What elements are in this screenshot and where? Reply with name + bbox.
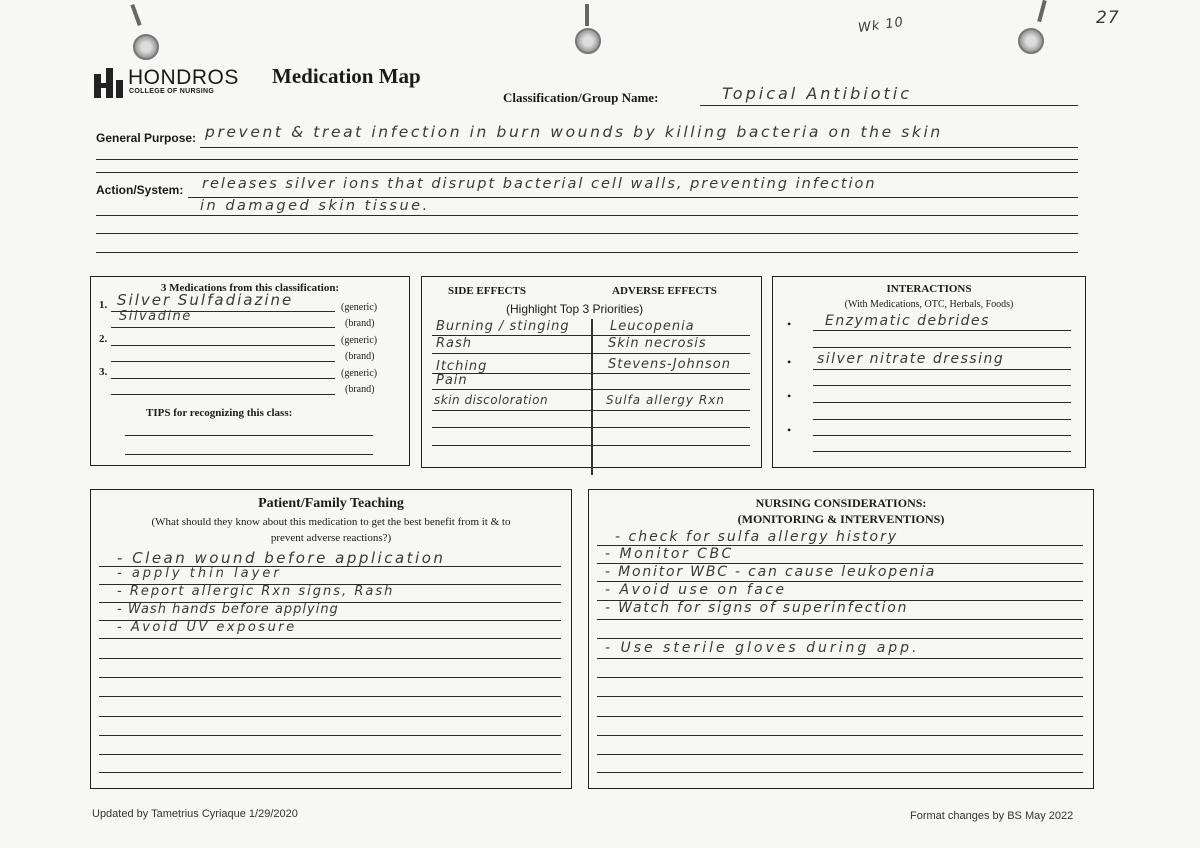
- patient-teaching-box: [90, 489, 572, 789]
- bullet-icon: •: [787, 355, 792, 369]
- binder-ring-top-right: [1037, 0, 1047, 22]
- nursing-line: [597, 545, 1083, 546]
- general-purpose-line-3: [96, 172, 1078, 173]
- med3-generic-line: [111, 378, 335, 379]
- side-effects-heading: SIDE EFFECTS: [448, 285, 526, 297]
- footer-format-changes: Format changes by BS May 2022: [910, 810, 1074, 822]
- effects-line: [432, 410, 750, 411]
- action-line-1: [188, 197, 1078, 198]
- general-purpose-line-1: [200, 147, 1078, 148]
- hondros-logo: [92, 66, 262, 102]
- interactions-line: [813, 451, 1071, 452]
- general-purpose-line-2: [96, 159, 1078, 160]
- nursing-line: [597, 563, 1083, 564]
- bullet-icon: •: [787, 423, 792, 437]
- effects-box: [421, 276, 762, 468]
- med1-brand-label: (brand): [345, 318, 375, 329]
- bullet-icon: •: [787, 389, 792, 403]
- nursing-heading-2: (MONITORING & INTERVENTIONS): [737, 512, 945, 526]
- nursing-line: [597, 754, 1083, 755]
- action-line-4: [96, 252, 1078, 253]
- med3-brand-line: [111, 394, 335, 395]
- adverse-effects-heading: ADVERSE EFFECTS: [612, 285, 717, 297]
- medications-box: [90, 276, 410, 466]
- med2-brand-label: (brand): [345, 351, 375, 362]
- med1-brand-line: [111, 327, 335, 328]
- nursing-line: [597, 638, 1083, 639]
- teaching-item: - Clean wound before application: [117, 549, 446, 567]
- med3-brand-label: (brand): [345, 384, 375, 395]
- med2-brand-line: [111, 361, 335, 362]
- effects-line: [432, 353, 750, 354]
- binder-ring-left-icon: [133, 34, 159, 60]
- logo-icon: [92, 66, 126, 100]
- side-effect-item: Burning / stinging: [436, 319, 570, 334]
- side-effect-item: Pain: [436, 373, 468, 388]
- adverse-effect-item: Leucopenia: [610, 319, 695, 334]
- teaching-item: - Report allergic Rxn signs, Rash: [117, 584, 395, 599]
- side-effect-item: Itching: [436, 359, 488, 374]
- interactions-line: [813, 369, 1071, 370]
- med2-generic-label: (generic): [341, 335, 378, 346]
- interaction-item: Enzymatic debrides: [825, 313, 990, 329]
- nursing-line: [597, 600, 1083, 601]
- adverse-effect-item: Sulfa allergy Rxn: [606, 393, 725, 407]
- bullet-icon: •: [787, 317, 792, 331]
- nursing-item: - Use sterile gloves during app.: [605, 640, 920, 656]
- teaching-heading: Patient/Family Teaching: [258, 496, 404, 511]
- classification-line: [700, 105, 1078, 106]
- teaching-line: [99, 716, 561, 717]
- nursing-item: - Monitor CBC: [605, 546, 734, 562]
- teaching-sub-1: (What should they know about this medication to get the best benefit from it & to: [151, 516, 511, 528]
- interactions-line: [813, 419, 1071, 420]
- interactions-heading: INTERACTIONS: [886, 283, 972, 295]
- nursing-item: - Avoid use on face: [605, 582, 787, 598]
- teaching-item: - apply thin layer: [117, 566, 282, 581]
- binder-ring-top-left: [130, 4, 141, 26]
- classification-label: Classification/Group Name:: [503, 90, 659, 105]
- nursing-item: - Monitor WBC - can cause leukopenia: [605, 564, 937, 580]
- med-number-1: 1.: [99, 299, 108, 311]
- interactions-subheading: (With Medications, OTC, Herbals, Foods): [844, 299, 1014, 310]
- med3-generic-label: (generic): [341, 368, 378, 379]
- page-title: Medication Map: [272, 64, 421, 88]
- adverse-effect-item: Skin necrosis: [608, 336, 707, 351]
- nursing-item: - Watch for signs of superinfection: [605, 600, 909, 616]
- teaching-item: - Wash hands before applying: [117, 602, 339, 617]
- nursing-heading-1: NURSING CONSIDERATIONS:: [755, 496, 927, 510]
- nursing-item: - check for sulfa allergy history: [615, 529, 899, 545]
- med1-generic-value: Silver Sulfadiazine: [117, 291, 294, 309]
- teaching-line: [99, 754, 561, 755]
- side-effect-item: Rash: [436, 336, 473, 351]
- logo-main-text: HONDROS: [128, 66, 239, 89]
- effects-line: [432, 427, 750, 428]
- med-number-3: 3.: [99, 366, 108, 378]
- teaching-sub-2: prevent adverse reactions?): [270, 532, 392, 544]
- effects-line: [432, 445, 750, 446]
- logo-sub-text: COLLEGE OF NURSING: [129, 88, 215, 95]
- footer-updated-by: Updated by Tametrius Cyriaque 1/29/2020: [92, 808, 298, 820]
- teaching-line: [99, 735, 561, 736]
- week-note: Wk 10: [857, 14, 905, 37]
- interactions-line: [813, 330, 1071, 331]
- nursing-line: [597, 772, 1083, 773]
- med1-brand-value: Silvadine: [119, 309, 192, 324]
- teaching-line: [99, 620, 561, 621]
- page-number: 27: [1096, 8, 1120, 28]
- nursing-line: [597, 619, 1083, 620]
- general-purpose-value: prevent & treat infection in burn wounds by killing bacteria on the skin: [205, 123, 943, 141]
- teaching-line: [99, 602, 561, 603]
- nursing-line: [597, 658, 1083, 659]
- interactions-line: [813, 385, 1071, 386]
- tips-label: TIPS for recognizing this class:: [146, 407, 293, 419]
- tips-line-1: [125, 435, 373, 436]
- binder-ring-middle-icon: [575, 28, 601, 54]
- general-purpose-label: General Purpose:: [96, 131, 197, 145]
- medications-heading: 3 Medications from this classification:: [160, 282, 340, 294]
- teaching-item: - Avoid UV exposure: [117, 620, 297, 635]
- med1-generic-label: (generic): [341, 302, 378, 313]
- action-line-3: [96, 233, 1078, 234]
- interactions-line: [813, 435, 1071, 436]
- binder-ring-right-icon: [1018, 28, 1044, 54]
- action-system-line1: releases silver ions that disrupt bacterial cell walls, preventing infection: [202, 176, 877, 192]
- interactions-line: [813, 402, 1071, 403]
- teaching-line: [99, 638, 561, 639]
- interaction-item: silver nitrate dressing: [817, 351, 1005, 367]
- action-line-2: [96, 215, 1078, 216]
- teaching-line: [99, 566, 561, 567]
- effects-divider: [591, 319, 593, 475]
- action-system-label: Action/System:: [96, 183, 184, 197]
- teaching-line: [99, 658, 561, 659]
- nursing-line: [597, 677, 1083, 678]
- nursing-line: [597, 696, 1083, 697]
- med2-generic-line: [111, 345, 335, 346]
- teaching-line: [99, 772, 561, 773]
- action-system-line2: in damaged skin tissue.: [200, 198, 430, 214]
- effects-line: [432, 373, 750, 374]
- binder-ring-top-middle: [585, 4, 589, 26]
- nursing-line: [597, 716, 1083, 717]
- nursing-considerations-box: [588, 489, 1094, 789]
- teaching-line: [99, 677, 561, 678]
- adverse-effect-item: Stevens-Johnson: [608, 357, 731, 372]
- interactions-line: [813, 347, 1071, 348]
- effects-line: [432, 335, 750, 336]
- teaching-line: [99, 584, 561, 585]
- classification-value: Topical Antibiotic: [722, 84, 913, 103]
- interactions-box: [772, 276, 1086, 468]
- nursing-line: [597, 581, 1083, 582]
- side-effect-item: skin discoloration: [434, 393, 549, 407]
- med-number-2: 2.: [99, 333, 108, 345]
- nursing-line: [597, 735, 1083, 736]
- highlight-priorities-note: (Highlight Top 3 Priorities): [506, 302, 644, 316]
- effects-line: [432, 389, 750, 390]
- tips-line-2: [125, 454, 373, 455]
- teaching-line: [99, 696, 561, 697]
